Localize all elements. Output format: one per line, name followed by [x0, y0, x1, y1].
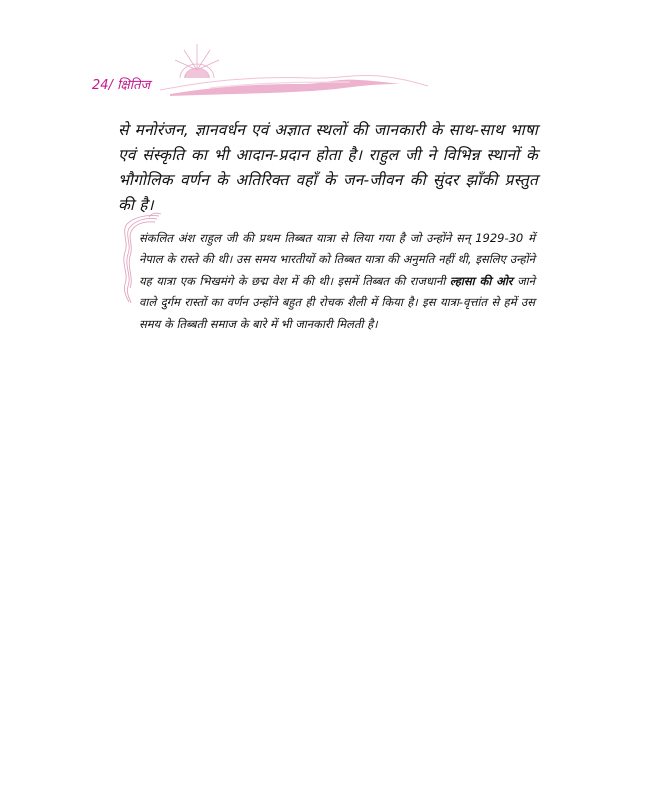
- intro-text-part2: जाने वाले दुर्गम रास्तों का वर्णन उन्होंने बहुत ही रोचक शैली में किया है। इस यात्रा-वृत्तांत से हमें उस समय के तिब्बती समाज के बारे में भी जानकारी मिलती है।: [139, 273, 535, 331]
- main-paragraph: से मनोरंजन, ज्ञानवर्धन एवं अज्ञात स्थलों की जानकारी के साथ-साथ भाषा एवं संस्कृति का भी आदान-प्रदान होता है। राहुल जी ने विभिन्न स्थानों के भौगोलिक वर्णन के अतिरिक्त वहाँ के जन-जीवन की सुंदर झाँकी प्रस्तुत की है।: [118, 120, 538, 214]
- intro-paragraph: [139, 228, 535, 336]
- page-separator: /: [108, 78, 118, 93]
- page-label: [92, 75, 150, 93]
- book-title: क्षितिज: [117, 78, 151, 93]
- intro-text-part1: संकलित अंश राहुल जी की प्रथम तिब्बत यात्रा से लिया गया है जो उन्होंने सन् 1929-30 में नेपाल के रास्ते की थी। उस समय भारतीयों को तिब्बत यात्रा की अनुमति नहीं थी, इसलिए उन्होंने यह यात्रा एक भिखमंगे के छद्म वेश में की थी। इसमें तिब्बत की राजधानी: [139, 230, 535, 288]
- page-header: [0, 0, 650, 110]
- sun-wave-ornament-icon: [150, 38, 430, 100]
- intro-box: [115, 212, 545, 347]
- page-number: 24: [92, 78, 109, 93]
- intro-bold-title: ल्हासा की ओर: [449, 273, 513, 288]
